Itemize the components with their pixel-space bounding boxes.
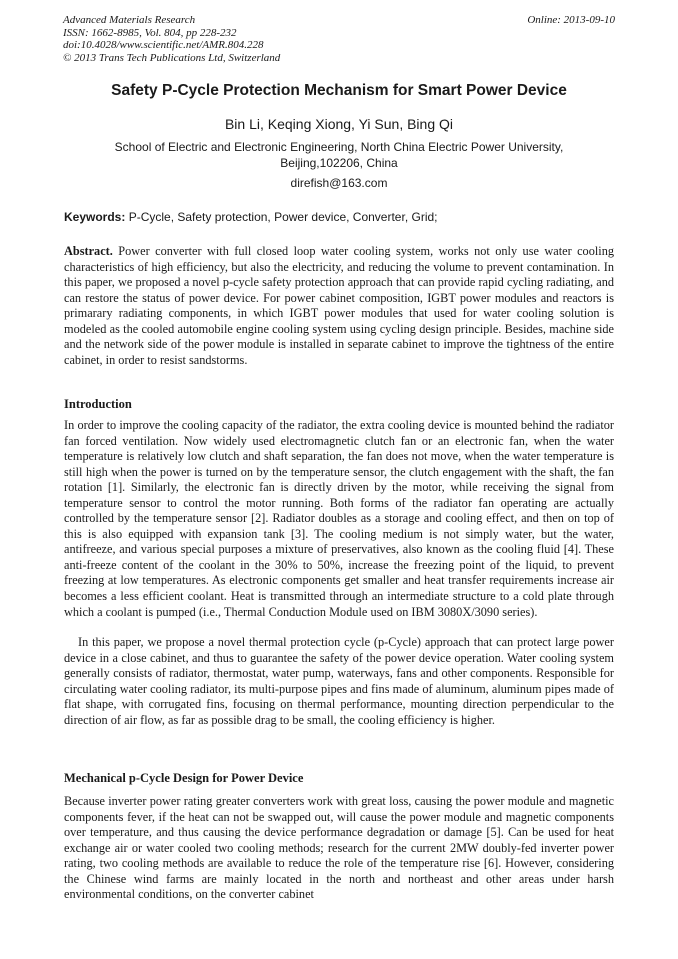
abstract — [64, 244, 614, 368]
issn-line: ISSN: 1662-8985, Vol. 804, pp 228-232 — [63, 26, 237, 39]
keywords-label: Keywords: — [64, 210, 126, 224]
mechanical-paragraph-1: Because inverter power rating greater converters work with great loss, causing the power module and magnetic components fever, if the heat can not be swapped out, will cause the power module and magnetic components over temperature, and thus causing the device performance degradation or damage [5]. Can be used for heat exchange air or water cooled two cooling methods; research for the current 2MW doubly-fed inverter power rating, two cooling methods are available to reduce the role of the temperature rise [6]. However, considering the Chinese wind farms are mainly located in the north and northeast and other areas under harsh environmental conditions, on the converter cabinet — [64, 794, 614, 902]
paper-title: Safety P-Cycle Protection Mechanism for Smart Power Device — [111, 82, 567, 99]
doi-line: doi:10.4028/www.scientific.net/AMR.804.228 — [63, 39, 264, 51]
author-email: direfish@163.com — [290, 176, 388, 190]
copyright-line: © 2013 Trans Tech Publications Ltd, Switzerland — [63, 51, 281, 64]
abstract-label: Abstract. — [64, 244, 113, 258]
section-heading-introduction: Introduction — [64, 397, 132, 411]
abstract-text: Power converter with full closed loop water cooling system, works not only use water cooling characteristics of high efficiency, but also the electricity, and reducing the volume to prevent contamination. In this paper, we proposed a novel p-cycle safety protection approach that can provide rapid cycling radiating, and can restore the status of power device. For power cabinet composition, IGBT power modules and reactors is primarary radiating components, in which IGBT power modules that used for water cooling solution is modeled as the cooled automobile engine cooling system using cycling design principle. Besides, machine side and the network side of the power module is installed in separate cabinet to improve the tightness of the entire cabinet, in order to resist sandstorms. — [64, 244, 614, 367]
section-heading-mechanical: Mechanical p-Cycle Design for Power Device — [64, 771, 304, 785]
introduction-paragraph-2: In this paper, we propose a novel thermal protection cycle (p-Cycle) approach that can protect large power device in a close cabinet, and thus to guarantee the safety of the power device operation. Water cooling system generally consists of radiator, thermostat, water pump, waterways, fans and other components. Responsible for circulating water cooling radiator, its multi-purpose pipes and fins made of aluminum, aluminum pipes made of flat shape, with corrugated fins, focusing on thermal performance, mounting direction perpendicular to the direction of air flow, as far as possible drag to be small, the cooling efficiency is higher. — [64, 635, 614, 727]
keywords — [64, 210, 438, 224]
introduction-paragraph-1: In order to improve the cooling capacity of the radiator, the extra cooling device is mounted behind the radiator fan forced ventilation. Now widely used electromagnetic clutch fan or an electronic fan, when the water temperature is relatively low clutch and shaft separation, the fan does not move, when the water temperature is still high when the power is turned on by the temperature sensor, the clutch engagement with the shaft, the fan rotation [1]. Similarly, the electronic fan is directly driven by the motor, while receiving the signal from temperature sensor to control the motor running. Both forms of the radiator fan operating are actually controlled by the temperature sensor [2]. Radiator doubles as a storage and cooling effect, and then on top of this is also equipped with expansion tank [3]. The cooling medium is not simply water, but the water, antifreeze, and various special purposes a mixture of preservatives, also known as the cooling fluid [4]. These anti-freeze content of the coolant in the 30% to 50%, increase the freezing point of the liquid, to prevent freezing at low temperatures. As electronic components get smaller and heat transfer requirements increase air becomes a less efficient coolant. Heat is transmitted through an intermediate structure to a cold plate through which a coolant is pumped (i.e., Thermal Conduction Module used on IBM 3080X/3090 series). — [64, 418, 614, 619]
journal-name: Advanced Materials Research — [63, 14, 196, 26]
keywords-text: P-Cycle, Safety protection, Power device, Converter, Grid; — [125, 210, 438, 224]
online-date: Online: 2013-09-10 — [527, 14, 615, 26]
author-list: Bin Li, Keqing Xiong, Yi Sun, Bing Qi — [224, 116, 454, 132]
journal-header — [63, 14, 280, 64]
affiliation: School of Electric and Electronic Engineering, North China Electric Power University, Beijing,102206, China — [114, 140, 564, 170]
